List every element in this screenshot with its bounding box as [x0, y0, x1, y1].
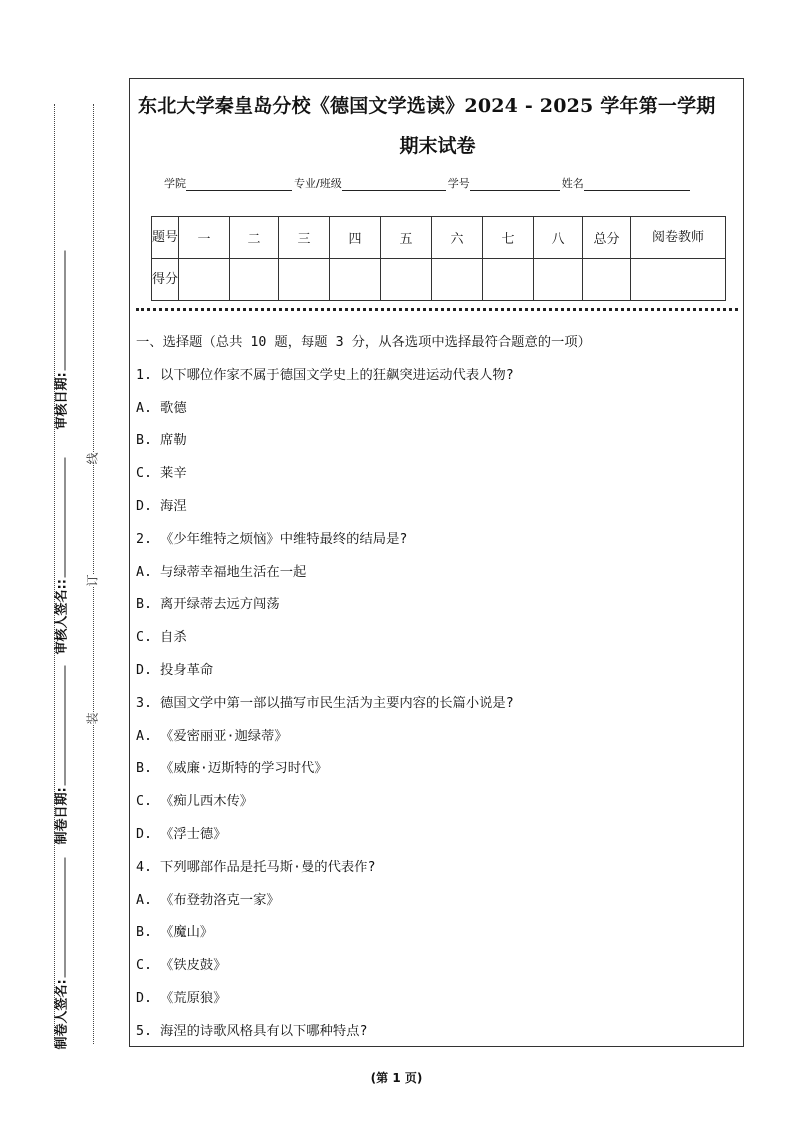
- binding-char-ding: 订: [85, 574, 100, 587]
- option-line: D. 《荒原狼》: [136, 990, 227, 1006]
- review-date-label: 审核日期:: [54, 372, 70, 430]
- binding-char-line: 线: [85, 452, 100, 465]
- option-line: C. 莱辛: [136, 466, 187, 482]
- col-1: 一: [179, 217, 230, 259]
- section-heading: 一、选择题（总共 10 题，每题 3 分，从各选项中选择最符合题意的一项）: [136, 335, 591, 350]
- question-content: [136, 331, 736, 1053]
- option-line: B. 离开绿蒂去远方闯荡: [136, 597, 280, 613]
- option-line: B. 《魔山》: [136, 925, 214, 941]
- option-line: D. 海涅: [136, 498, 187, 514]
- college-field[interactable]: [186, 178, 292, 191]
- section-divider: [136, 308, 738, 311]
- score-head: 得分: [152, 259, 179, 301]
- col-total: 总分: [583, 217, 631, 259]
- option-line: A. 《爱密丽亚·迦绿蒂》: [136, 728, 288, 744]
- exam-page-frame: [129, 78, 744, 1047]
- question-no-head: 题号: [152, 217, 179, 259]
- question-line: 4. 下列哪部作品是托马斯·曼的代表作?: [136, 859, 376, 875]
- student-info-row: [164, 175, 692, 191]
- score-cell[interactable]: [230, 259, 279, 301]
- score-cell[interactable]: [631, 259, 726, 301]
- option-line: A. 《布登勃洛克一家》: [136, 892, 280, 908]
- col-8: 八: [534, 217, 583, 259]
- name-label: 姓名: [561, 177, 584, 190]
- college-label: 学院: [164, 177, 186, 190]
- option-line: A. 与绿蒂幸福地生活在一起: [136, 564, 307, 580]
- score-table-score-row: [152, 259, 726, 301]
- option-line: B. 席勒: [136, 433, 187, 449]
- exam-subtitle: 期末试卷: [399, 135, 476, 157]
- name-field[interactable]: [584, 178, 690, 191]
- exam-title: 东北大学秦皇岛分校《德国文学选读》2024 - 2025 学年第一学期: [138, 95, 716, 117]
- score-table: [151, 216, 726, 301]
- option-line: C. 《铁皮鼓》: [136, 958, 227, 974]
- student-id-field[interactable]: [470, 178, 560, 191]
- binding-char-zhuang: 装: [85, 712, 100, 725]
- score-cell[interactable]: [381, 259, 432, 301]
- reviewer-sign-label: 审核人签名::: [54, 579, 70, 655]
- col-7: 七: [483, 217, 534, 259]
- reviewer-sign-field[interactable]: [51, 455, 70, 655]
- col-grader: 阅卷教师: [631, 217, 726, 259]
- option-line: D. 投身革命: [136, 662, 214, 678]
- page-number: (第 1 页): [370, 1071, 423, 1085]
- question-line: 3. 德国文学中第一部以描写市民生活为主要内容的长篇小说是?: [136, 695, 514, 711]
- question-line: 2. 《少年维特之烦恼》中维特最终的结局是?: [136, 531, 408, 547]
- score-cell[interactable]: [279, 259, 330, 301]
- option-line: C. 《痴儿西木传》: [136, 794, 254, 810]
- option-line: A. 歌德: [136, 400, 187, 416]
- score-cell[interactable]: [330, 259, 381, 301]
- col-2: 二: [230, 217, 279, 259]
- option-line: D. 《浮士德》: [136, 826, 227, 842]
- make-date-label: 制卷日期:: [54, 787, 70, 845]
- score-cell[interactable]: [179, 259, 230, 301]
- make-date-field[interactable]: [51, 645, 70, 845]
- maker-sign-label: 制卷人签名:: [54, 979, 70, 1050]
- col-6: 六: [432, 217, 483, 259]
- score-cell[interactable]: [483, 259, 534, 301]
- maker-sign-field[interactable]: [51, 850, 70, 1050]
- question-line: 1. 以下哪位作家不属于德国文学史上的狂飙突进运动代表人物?: [136, 367, 514, 383]
- option-line: C. 自杀: [136, 630, 187, 646]
- col-5: 五: [381, 217, 432, 259]
- score-cell[interactable]: [583, 259, 631, 301]
- score-table-header-row: [152, 217, 726, 259]
- option-line: B. 《威廉·迈斯特的学习时代》: [136, 761, 328, 777]
- major-field[interactable]: [342, 178, 446, 191]
- col-3: 三: [279, 217, 330, 259]
- score-cell[interactable]: [534, 259, 583, 301]
- question-line: 5. 海涅的诗歌风格具有以下哪种特点?: [136, 1023, 368, 1039]
- major-label: 专业/班级: [294, 177, 342, 190]
- score-cell[interactable]: [432, 259, 483, 301]
- review-date-field[interactable]: [51, 230, 70, 430]
- student-id-label: 学号: [447, 177, 470, 190]
- col-4: 四: [330, 217, 381, 259]
